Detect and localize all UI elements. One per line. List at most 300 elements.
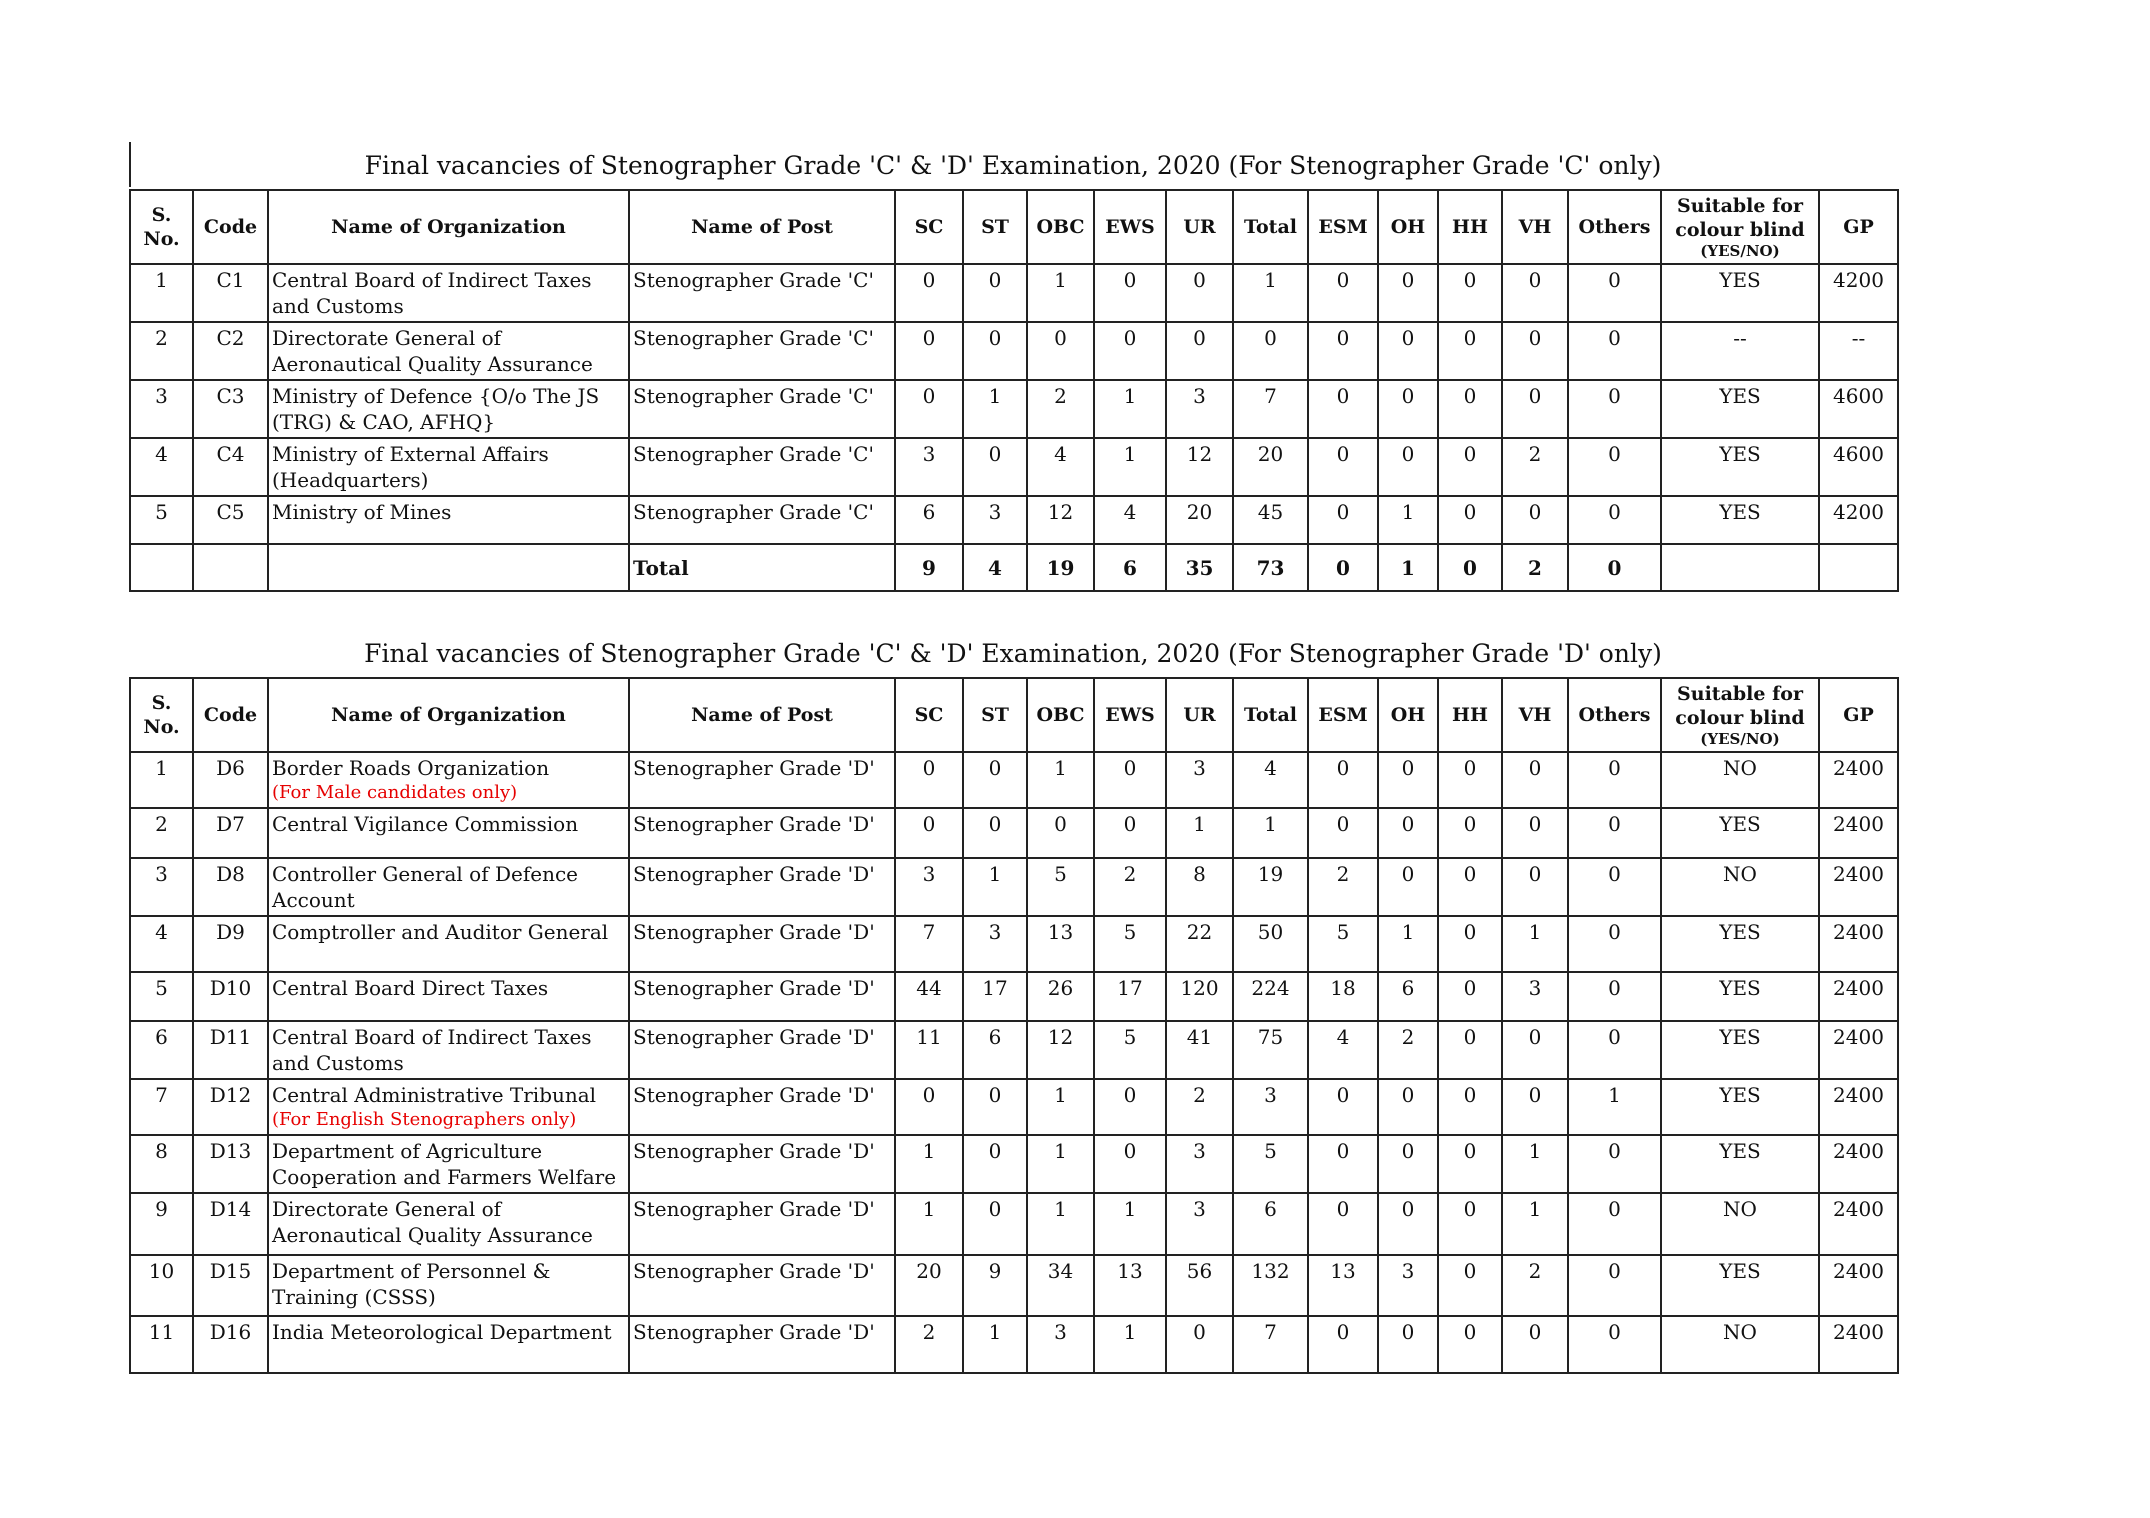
cell-colour-blind: YES	[1661, 808, 1819, 858]
cell-post: Stenographer Grade 'C'	[629, 322, 895, 380]
cell-sc: 0	[895, 752, 963, 808]
cell-vh: 1	[1502, 916, 1568, 972]
cell-vh: 2	[1502, 438, 1568, 496]
organization-name: Central Board of Indirect Taxes and Customs	[272, 1025, 592, 1075]
cell-esm: 13	[1308, 1255, 1378, 1316]
header-organization: Name of Organization	[268, 678, 629, 752]
cell-sno: 10	[130, 1255, 193, 1316]
cell-organization	[268, 496, 629, 544]
organization-name: Central Board Direct Taxes	[272, 976, 549, 1000]
organization-name: Ministry of Defence {O/o The JS (TRG) & CAO, AFHQ}	[272, 384, 600, 434]
cell-st: 1	[963, 858, 1027, 916]
cell-organization	[268, 1193, 629, 1255]
organization-name: Comptroller and Auditor General	[272, 920, 609, 944]
cell-obc: 12	[1027, 1021, 1094, 1079]
table-header-row	[130, 678, 1898, 752]
header-hh: HH	[1438, 190, 1502, 264]
organization-name: Central Board of Indirect Taxes and Customs	[272, 268, 592, 318]
cell-gp: 2400	[1819, 858, 1898, 916]
cell-vh: 0	[1502, 808, 1568, 858]
cell-code: C1	[193, 264, 268, 322]
cell-gp: 2400	[1819, 1021, 1898, 1079]
header-others: Others	[1568, 678, 1661, 752]
cell-ur: 3	[1166, 752, 1233, 808]
cell-colour-blind: YES	[1661, 1135, 1819, 1193]
grade-c-vacancy-table	[129, 189, 1899, 592]
cell-st: 3	[963, 916, 1027, 972]
cell-oh: 0	[1378, 380, 1438, 438]
cell-ews: 1	[1094, 380, 1166, 438]
cell-ews: 0	[1094, 1079, 1166, 1135]
cell-ur: 12	[1166, 438, 1233, 496]
cell-esm: 0	[1308, 1316, 1378, 1373]
cell-others: 0	[1568, 1193, 1661, 1255]
cell-ur: 56	[1166, 1255, 1233, 1316]
cell-sc: 1	[895, 1193, 963, 1255]
grade-d-table-caption: Final vacancies of Stenographer Grade 'C' & 'D' Examination, 2020 (For Stenographer Grade 'D' only)	[364, 639, 1662, 668]
cell-sc: 0	[895, 1079, 963, 1135]
cell-ews: 0	[1094, 322, 1166, 380]
cell-st: 0	[963, 1135, 1027, 1193]
cell-organization	[268, 1255, 629, 1316]
cell-gp: 4600	[1819, 438, 1898, 496]
cell-hh: 0	[1438, 1021, 1502, 1079]
cell-total: 5	[1233, 1135, 1308, 1193]
cell-ur: 8	[1166, 858, 1233, 916]
cell-code: C2	[193, 322, 268, 380]
organization-name: Ministry of Mines	[272, 500, 452, 524]
cell-oh: 0	[1378, 752, 1438, 808]
header-colour-blind-label: Suitable for colour blind	[1675, 683, 1805, 729]
cell-ews: 2	[1094, 858, 1166, 916]
header-esm: ESM	[1308, 190, 1378, 264]
cell-colour-blind: YES	[1661, 972, 1819, 1021]
cell-sc: 11	[895, 1021, 963, 1079]
cell-sno: 4	[130, 438, 193, 496]
table-row	[130, 1193, 1898, 1255]
cell-sno: 3	[130, 380, 193, 438]
cell-sc: 6	[895, 496, 963, 544]
table-row	[130, 916, 1898, 972]
cell-ur: 3	[1166, 380, 1233, 438]
cell-obc: 12	[1027, 496, 1094, 544]
cell-esm: 18	[1308, 972, 1378, 1021]
cell-post: Stenographer Grade 'D'	[629, 808, 895, 858]
cell-ur: 0	[1166, 322, 1233, 380]
cell-st: 0	[963, 808, 1027, 858]
cell-post: Stenographer Grade 'C'	[629, 264, 895, 322]
cell-ews: 5	[1094, 916, 1166, 972]
cell-ews: 1	[1094, 438, 1166, 496]
cell-colour-blind: YES	[1661, 1021, 1819, 1079]
cell-hh: 0	[1438, 380, 1502, 438]
cell-obc: 26	[1027, 972, 1094, 1021]
cell-others: 0	[1568, 322, 1661, 380]
cell-st: 0	[963, 752, 1027, 808]
cell-st: 1	[963, 380, 1027, 438]
cell-ur: 120	[1166, 972, 1233, 1021]
cell-hh: 0	[1438, 1135, 1502, 1193]
header-total: Total	[1233, 678, 1308, 752]
cell-sc: 7	[895, 916, 963, 972]
header-ur: UR	[1166, 190, 1233, 264]
cell-esm: 5	[1308, 916, 1378, 972]
header-st: ST	[963, 678, 1027, 752]
cell-organization	[268, 916, 629, 972]
cell-sno: 2	[130, 808, 193, 858]
grade-c-table-caption: Final vacancies of Stenographer Grade 'C' & 'D' Examination, 2020 (For Stenographer Grade 'C' only)	[364, 151, 1662, 180]
cell-ews: 4	[1094, 496, 1166, 544]
cell-hh: 0	[1438, 808, 1502, 858]
cell-esm: 0	[1308, 322, 1378, 380]
cell-ur: 1	[1166, 808, 1233, 858]
table-row	[130, 1316, 1898, 1373]
cell-oh: 1	[1378, 496, 1438, 544]
header-post: Name of Post	[629, 678, 895, 752]
total-st: 4	[963, 544, 1027, 591]
cell-hh: 0	[1438, 264, 1502, 322]
cell-esm: 0	[1308, 496, 1378, 544]
cell-colour-blind	[1661, 544, 1819, 591]
total-oh: 1	[1378, 544, 1438, 591]
cell-code: D10	[193, 972, 268, 1021]
grade-d-table-body	[130, 752, 1898, 1373]
cell-colour-blind: YES	[1661, 496, 1819, 544]
cell-ews: 0	[1094, 1135, 1166, 1193]
cell-colour-blind: YES	[1661, 1079, 1819, 1135]
organization-name: Department of Agriculture Cooperation and Farmers Welfare	[272, 1139, 617, 1189]
cell-oh: 0	[1378, 1193, 1438, 1255]
cell-code: D11	[193, 1021, 268, 1079]
cell-total: 20	[1233, 438, 1308, 496]
cell-sno: 1	[130, 264, 193, 322]
cell-vh: 2	[1502, 1255, 1568, 1316]
cell-sno: 2	[130, 322, 193, 380]
cell-oh: 2	[1378, 1021, 1438, 1079]
cell-esm: 4	[1308, 1021, 1378, 1079]
cell-colour-blind: YES	[1661, 438, 1819, 496]
cell-organization	[268, 544, 629, 591]
cell-oh: 0	[1378, 1079, 1438, 1135]
cell-ews: 0	[1094, 264, 1166, 322]
header-vh: VH	[1502, 190, 1568, 264]
cell-obc: 0	[1027, 808, 1094, 858]
cell-sc: 3	[895, 438, 963, 496]
cell-vh: 0	[1502, 858, 1568, 916]
total-hh: 0	[1438, 544, 1502, 591]
cell-hh: 0	[1438, 322, 1502, 380]
cell-post: Stenographer Grade 'D'	[629, 1255, 895, 1316]
cell-gp: 2400	[1819, 1316, 1898, 1373]
cell-vh: 1	[1502, 1193, 1568, 1255]
cell-total: 4	[1233, 752, 1308, 808]
cell-sc: 2	[895, 1316, 963, 1373]
header-sc: SC	[895, 678, 963, 752]
cell-obc: 3	[1027, 1316, 1094, 1373]
cell-sno: 9	[130, 1193, 193, 1255]
table-row	[130, 1135, 1898, 1193]
organization-name: Directorate General of Aeronautical Quality Assurance	[272, 326, 593, 376]
table-row	[130, 972, 1898, 1021]
cell-sno	[130, 544, 193, 591]
total-sc: 9	[895, 544, 963, 591]
cell-others: 0	[1568, 264, 1661, 322]
cell-obc: 13	[1027, 916, 1094, 972]
cell-vh: 0	[1502, 380, 1568, 438]
cell-post: Stenographer Grade 'D'	[629, 916, 895, 972]
header-colour-blind-sub: (YES/NO)	[1700, 242, 1780, 260]
total-obc: 19	[1027, 544, 1094, 591]
cell-obc: 1	[1027, 1079, 1094, 1135]
cell-sno: 3	[130, 858, 193, 916]
cell-sno: 5	[130, 496, 193, 544]
table-row	[130, 322, 1898, 380]
cell-colour-blind: NO	[1661, 1193, 1819, 1255]
cell-post: Stenographer Grade 'D'	[629, 1135, 895, 1193]
cell-ur: 22	[1166, 916, 1233, 972]
cell-gp: 4600	[1819, 380, 1898, 438]
cell-organization	[268, 972, 629, 1021]
cell-code: D15	[193, 1255, 268, 1316]
cell-ur: 20	[1166, 496, 1233, 544]
organization-note: (For Male candidates only)	[272, 782, 518, 803]
cell-gp: --	[1819, 322, 1898, 380]
cell-hh: 0	[1438, 496, 1502, 544]
total-vh: 2	[1502, 544, 1568, 591]
cell-sc: 3	[895, 858, 963, 916]
cell-oh: 0	[1378, 322, 1438, 380]
cell-sno: 8	[130, 1135, 193, 1193]
cell-esm: 2	[1308, 858, 1378, 916]
organization-name: Ministry of External Affairs (Headquarters)	[272, 442, 549, 492]
cell-gp: 4200	[1819, 264, 1898, 322]
total-label: Total	[629, 544, 895, 591]
cell-colour-blind: --	[1661, 322, 1819, 380]
cell-sc: 0	[895, 380, 963, 438]
cell-ur: 0	[1166, 264, 1233, 322]
cell-vh: 3	[1502, 972, 1568, 1021]
cell-sno: 6	[130, 1021, 193, 1079]
cell-colour-blind: YES	[1661, 916, 1819, 972]
cell-others: 0	[1568, 1255, 1661, 1316]
cell-others: 0	[1568, 1316, 1661, 1373]
cell-st: 0	[963, 438, 1027, 496]
header-colour-blind-label: Suitable for colour blind	[1675, 195, 1805, 241]
cell-hh: 0	[1438, 858, 1502, 916]
header-code: Code	[193, 190, 268, 264]
cell-code: D12	[193, 1079, 268, 1135]
cell-oh: 3	[1378, 1255, 1438, 1316]
table-row	[130, 380, 1898, 438]
cell-total: 0	[1233, 322, 1308, 380]
cell-total: 1	[1233, 808, 1308, 858]
header-sc: SC	[895, 190, 963, 264]
cell-ur: 0	[1166, 1316, 1233, 1373]
cell-ews: 1	[1094, 1193, 1166, 1255]
cell-organization	[268, 1135, 629, 1193]
cell-esm: 0	[1308, 1079, 1378, 1135]
table-row	[130, 496, 1898, 544]
header-hh: HH	[1438, 678, 1502, 752]
header-ews: EWS	[1094, 190, 1166, 264]
cell-ur: 3	[1166, 1193, 1233, 1255]
header-oh: OH	[1378, 678, 1438, 752]
cell-total: 75	[1233, 1021, 1308, 1079]
cell-st: 0	[963, 1193, 1027, 1255]
cell-ews: 17	[1094, 972, 1166, 1021]
header-obc: OBC	[1027, 190, 1094, 264]
table-row	[130, 1021, 1898, 1079]
cell-post: Stenographer Grade 'D'	[629, 1079, 895, 1135]
cell-post: Stenographer Grade 'C'	[629, 496, 895, 544]
total-esm: 0	[1308, 544, 1378, 591]
cell-ews: 0	[1094, 752, 1166, 808]
header-esm: ESM	[1308, 678, 1378, 752]
cell-vh: 0	[1502, 264, 1568, 322]
cell-sno: 11	[130, 1316, 193, 1373]
cell-obc: 1	[1027, 752, 1094, 808]
cell-others: 0	[1568, 808, 1661, 858]
cell-code: C3	[193, 380, 268, 438]
cell-post: Stenographer Grade 'D'	[629, 1021, 895, 1079]
cell-hh: 0	[1438, 916, 1502, 972]
cell-obc: 5	[1027, 858, 1094, 916]
organization-note: (For English Stenographers only)	[272, 1109, 577, 1130]
total-ur: 35	[1166, 544, 1233, 591]
cell-obc: 34	[1027, 1255, 1094, 1316]
header-sno: S. No.	[130, 678, 193, 752]
cell-others: 0	[1568, 1021, 1661, 1079]
cell-oh: 0	[1378, 1316, 1438, 1373]
cell-vh: 1	[1502, 1135, 1568, 1193]
cell-esm: 0	[1308, 264, 1378, 322]
cell-total: 132	[1233, 1255, 1308, 1316]
organization-name: Department of Personnel & Training (CSSS)	[272, 1259, 551, 1309]
cell-st: 0	[963, 1079, 1027, 1135]
cell-st: 17	[963, 972, 1027, 1021]
cell-obc: 1	[1027, 264, 1094, 322]
cell-oh: 1	[1378, 916, 1438, 972]
cell-post: Stenographer Grade 'D'	[629, 1193, 895, 1255]
cell-organization	[268, 322, 629, 380]
cell-gp: 2400	[1819, 1135, 1898, 1193]
cell-post: Stenographer Grade 'C'	[629, 438, 895, 496]
cell-gp: 4200	[1819, 496, 1898, 544]
cell-oh: 0	[1378, 808, 1438, 858]
table-row	[130, 808, 1898, 858]
cell-esm: 0	[1308, 808, 1378, 858]
cell-others: 0	[1568, 438, 1661, 496]
cell-vh: 0	[1502, 1079, 1568, 1135]
cell-sc: 0	[895, 264, 963, 322]
cell-post: Stenographer Grade 'D'	[629, 1316, 895, 1373]
cell-st: 1	[963, 1316, 1027, 1373]
cell-sno: 4	[130, 916, 193, 972]
cell-total: 7	[1233, 1316, 1308, 1373]
table-row	[130, 438, 1898, 496]
cell-code: C4	[193, 438, 268, 496]
header-colour-blind-sub: (YES/NO)	[1700, 730, 1780, 748]
cell-code: D9	[193, 916, 268, 972]
header-oh: OH	[1378, 190, 1438, 264]
header-gp: GP	[1819, 678, 1898, 752]
cell-total: 45	[1233, 496, 1308, 544]
cell-hh: 0	[1438, 752, 1502, 808]
cell-sc: 44	[895, 972, 963, 1021]
header-colour-blind	[1661, 678, 1819, 752]
cell-obc: 0	[1027, 322, 1094, 380]
cell-esm: 0	[1308, 1193, 1378, 1255]
cell-colour-blind: YES	[1661, 264, 1819, 322]
cell-st: 3	[963, 496, 1027, 544]
cell-colour-blind: YES	[1661, 1255, 1819, 1316]
cell-sno: 7	[130, 1079, 193, 1135]
cell-st: 0	[963, 264, 1027, 322]
cell-total: 6	[1233, 1193, 1308, 1255]
organization-name: Controller General of Defence Account	[272, 862, 579, 912]
cell-sc: 20	[895, 1255, 963, 1316]
cell-code	[193, 544, 268, 591]
cell-ews: 0	[1094, 808, 1166, 858]
cell-gp: 2400	[1819, 808, 1898, 858]
cell-colour-blind: NO	[1661, 752, 1819, 808]
cell-total: 1	[1233, 264, 1308, 322]
table-row	[130, 1255, 1898, 1316]
cell-others: 0	[1568, 916, 1661, 972]
header-organization: Name of Organization	[268, 190, 629, 264]
cell-sc: 1	[895, 1135, 963, 1193]
cell-vh: 0	[1502, 1021, 1568, 1079]
total-total: 73	[1233, 544, 1308, 591]
cell-vh: 0	[1502, 322, 1568, 380]
cell-gp: 2400	[1819, 972, 1898, 1021]
cell-colour-blind: NO	[1661, 1316, 1819, 1373]
cell-esm: 0	[1308, 380, 1378, 438]
cell-esm: 0	[1308, 438, 1378, 496]
header-code: Code	[193, 678, 268, 752]
cell-code: D8	[193, 858, 268, 916]
grade-d-vacancy-table	[129, 677, 1899, 1374]
cell-st: 9	[963, 1255, 1027, 1316]
cell-code: D13	[193, 1135, 268, 1193]
organization-name: India Meteorological Department	[272, 1320, 612, 1344]
cell-hh: 0	[1438, 1255, 1502, 1316]
cell-gp	[1819, 544, 1898, 591]
cell-gp: 2400	[1819, 1255, 1898, 1316]
table-row	[130, 1079, 1898, 1135]
cell-total: 7	[1233, 380, 1308, 438]
cell-ur: 2	[1166, 1079, 1233, 1135]
cell-total: 50	[1233, 916, 1308, 972]
table-row	[130, 858, 1898, 916]
total-others: 0	[1568, 544, 1661, 591]
cell-post: Stenographer Grade 'D'	[629, 752, 895, 808]
cell-others: 0	[1568, 972, 1661, 1021]
cell-vh: 0	[1502, 1316, 1568, 1373]
organization-name: Central Vigilance Commission	[272, 812, 579, 836]
cell-post: Stenographer Grade 'D'	[629, 858, 895, 916]
cell-total: 3	[1233, 1079, 1308, 1135]
cell-sc: 0	[895, 808, 963, 858]
cell-hh: 0	[1438, 1316, 1502, 1373]
cell-code: D6	[193, 752, 268, 808]
cell-ews: 1	[1094, 1316, 1166, 1373]
cell-post: Stenographer Grade 'C'	[629, 380, 895, 438]
cell-code: D16	[193, 1316, 268, 1373]
cell-oh: 0	[1378, 1135, 1438, 1193]
cell-hh: 0	[1438, 972, 1502, 1021]
cell-vh: 0	[1502, 752, 1568, 808]
